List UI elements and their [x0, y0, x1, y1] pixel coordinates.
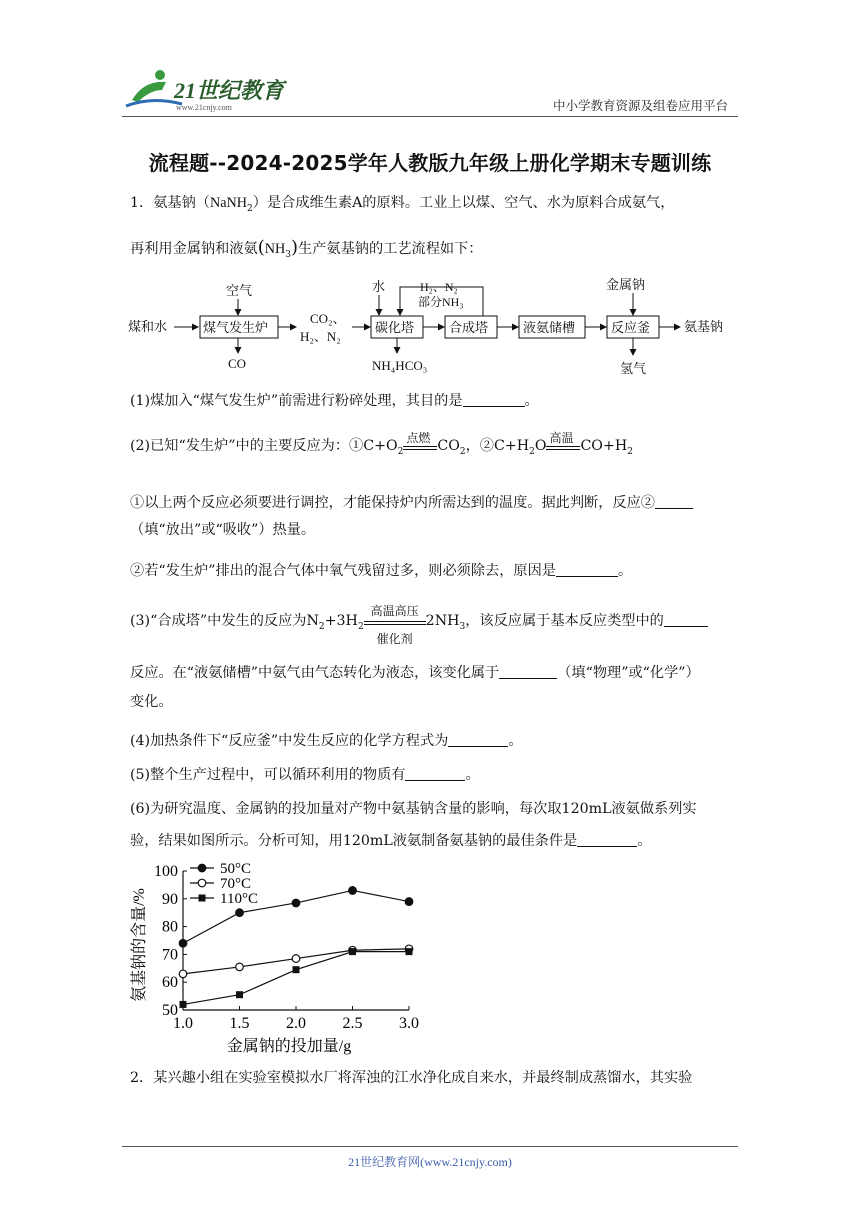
chart-legend-marker: [198, 879, 206, 887]
recycle-label-1: H₂、N₂: [420, 280, 458, 294]
footer-divider: [122, 1146, 738, 1147]
q1-part3-line3: 变化。: [130, 694, 173, 710]
q1-part4: (4)加热条件下“反应釜”中发生反应的化学方程式为 。: [130, 733, 523, 749]
process-flow-diagram: [128, 273, 738, 379]
answer-blank[interactable]: [463, 392, 525, 407]
logo-text: 21世纪教育: [174, 78, 285, 103]
q1-part2: (2)已知“发生炉”中的主要反应为：$①C+O_2$ 点燃 $CO_2$，$②C+H_2O$ 高温 $CO+H_2$: [130, 431, 633, 457]
chart-legend-label: 110°C: [220, 891, 258, 907]
site-logo: [122, 66, 292, 114]
h2n2-label: H₂、N₂: [300, 329, 341, 344]
chart-point: [180, 1001, 187, 1008]
chart-legend-marker: [198, 864, 206, 872]
carbonizer-label: 碳化塔: [375, 320, 415, 335]
nh4hco3-label: NH₄HCO₃: [372, 358, 428, 373]
q1-part2-2: ②若“发生炉”排出的混合气体中氧气残留过多，则必须除去，原因是 。: [130, 563, 633, 579]
chart-x-tick-label: 2.0: [286, 1015, 306, 1032]
synthesis-label: 合成塔: [449, 320, 489, 335]
chart-point: [179, 970, 187, 978]
chart-point: [292, 899, 300, 907]
co-label: CO: [228, 356, 247, 371]
gas-furnace-label: 煤气发生炉: [203, 320, 269, 335]
storage-label: 液氨储槽: [523, 320, 576, 335]
header-divider: [122, 116, 738, 117]
chart-y-axis-label: 氨基钠的含量/%: [131, 888, 148, 1002]
answer-blank[interactable]: [655, 494, 693, 509]
answer-blank[interactable]: [448, 732, 508, 747]
page-title: 流程题--2024-2025学年人教版九年级上册化学期末专题训练: [148, 151, 712, 175]
chart-x-axis-label: 金属钠的投加量/g: [226, 1038, 352, 1055]
answer-blank[interactable]: [499, 664, 557, 679]
q1-part3-line2: 反应。在“液氨储槽”中氨气由气态转化为液态，该变化属于 （填“物理”或“化学”）: [130, 665, 700, 681]
chart-legend-label: 70°C: [220, 876, 252, 892]
chart-point: [349, 887, 357, 895]
hydrogen-label: 氢气: [620, 361, 647, 376]
q1-part3: (3)“合成塔”中发生的反应为$N_2+3H_2$ 高温高压 催化剂 $2NH_3$，该反应属于基本反应类型中的: [130, 611, 730, 637]
q1-intro-line2: 再利用金属钠和液氨$(NH_3)$生产氨基钠的工艺流程如下：: [130, 237, 483, 260]
answer-blank[interactable]: [556, 562, 618, 577]
q1-intro-line1: 1．氨基钠（NaNH$_2$）是合成维生素A的原料。工业上以煤、空气、水为原料合成氨气，: [130, 195, 675, 214]
chart-y-tick-label: 60: [162, 974, 178, 992]
logo-url: www.21cnjy.com: [176, 103, 232, 112]
sodium-amide-chart: [126, 857, 426, 1057]
answer-blank[interactable]: [405, 766, 465, 781]
chart-y-tick-label: 80: [162, 918, 178, 936]
q1-part2-1-cont: （填“放出”或“吸收”）热量。: [130, 522, 316, 538]
answer-blank[interactable]: [577, 832, 637, 847]
co2-label: CO₂、: [310, 311, 346, 326]
q1-part6-line1: (6)为研究温度、金属钠的投加量对产物中氨基钠含量的影响，每次取120mL液氨做系列实: [130, 801, 697, 817]
coal-water-label: 煤和水: [128, 319, 168, 334]
chart-y-tick-label: 70: [162, 946, 178, 964]
q1-part6-line2: 验，结果如图所示。分析可知，用120mL液氨制备氨基钠的最佳条件是 。: [130, 833, 652, 849]
q1-part5: (5)整个生产过程中，可以循环利用的物质有 。: [130, 767, 480, 783]
answer-blank[interactable]: [664, 612, 708, 627]
chart-point: [236, 991, 243, 998]
chart-point: [406, 948, 413, 955]
chart-point: [405, 898, 413, 906]
q1-part2-1: ①以上两个反应必须要进行调控，才能保持炉内所需达到的温度。据此判断，反应②: [130, 493, 730, 513]
chart-legend-label: 50°C: [220, 861, 252, 877]
chart-x-tick-label: 2.5: [342, 1015, 363, 1032]
chart-point: [349, 948, 356, 955]
product-label: 氨基钠: [684, 319, 724, 334]
chart-y-tick-label: 100: [154, 863, 178, 880]
chart-y-tick-label: 90: [162, 890, 178, 908]
chart-point: [293, 966, 300, 973]
chart-point: [292, 955, 300, 963]
chart-point: [179, 939, 187, 947]
air-label: 空气: [226, 283, 253, 298]
header-tagline: 中小学教育资源及组卷应用平台: [552, 98, 728, 113]
chart-point: [236, 909, 244, 917]
chart-x-tick-label: 1.5: [229, 1015, 250, 1032]
chart-x-tick-label: 1.0: [173, 1015, 193, 1032]
q1-part1: (1)煤加入“煤气发生炉”前需进行粉碎处理，其目的是 。: [130, 393, 539, 409]
chart-legend-marker: [199, 895, 206, 902]
water-label: 水: [372, 279, 386, 294]
chart-series-line-0: [183, 890, 409, 943]
recycle-label-2: 部分NH₃: [418, 295, 464, 309]
q2-line1: 2．某兴趣小组在实验室模拟水厂将浑浊的江水净化成自来水，并最终制成蒸馏水，其实验: [130, 1070, 693, 1086]
chart-y-tick-label: 50: [162, 1002, 178, 1019]
chart-point: [236, 963, 244, 971]
footer-text: 21世纪教育网(www.21cnjy.com): [348, 1155, 512, 1169]
chart-x-tick-label: 3.0: [399, 1015, 419, 1032]
reactor-label: 反应釜: [611, 320, 651, 335]
sodium-label: 金属钠: [606, 277, 646, 292]
